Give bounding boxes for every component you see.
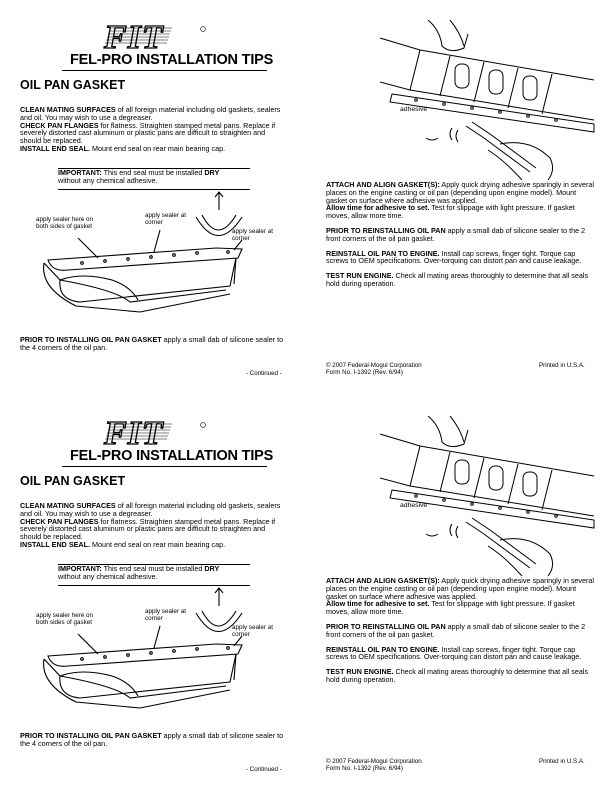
prep-instructions: [20, 106, 288, 153]
adhesive-illustration: [380, 416, 595, 576]
allow-text: Test for slippage with light pressure. If gasket moves, allow more time.: [326, 203, 575, 221]
test-lead: TEST RUN ENGINE.: [326, 271, 394, 281]
copyright-text: © 2007 Federal-Mogul Corporation: [326, 362, 422, 369]
important-tail: without any chemical adhesive.: [58, 175, 158, 185]
prior-lead: PRIOR TO INSTALLING OIL PAN GASKET: [20, 335, 162, 344]
printed-in: Printed in U.S.A.: [539, 362, 585, 369]
important-dry: DRY: [204, 564, 220, 573]
clean-text: of all foreign material including old gaskets, sealers and oil. You may wish to use a degreaser.: [20, 501, 281, 518]
oil-pan-illustration: [20, 190, 270, 325]
check-lead: CHECK PAN FLANGES: [20, 516, 99, 526]
allow-lead: Allow time for adhesive to set.: [326, 599, 430, 609]
important-lead: IMPORTANT:: [58, 168, 102, 177]
allow-text: Test for slippage with light pressure. If gasket moves, allow more time.: [326, 599, 575, 617]
copyright-text: © 2007 Federal-Mogul Corporation: [326, 758, 422, 765]
title-rule: [62, 70, 267, 71]
clean-lead: CLEAN MATING SURFACES: [20, 105, 116, 114]
adhesive-illustration: [380, 20, 595, 180]
attach-lead: ATTACH AND ALIGN GASKET(S):: [326, 576, 440, 585]
prior-installing: [20, 732, 288, 748]
prior-lead: PRIOR TO INSTALLING OIL PAN GASKET: [20, 731, 162, 740]
important-tail: without any chemical adhesive.: [58, 571, 158, 581]
logo-text: FIT: [104, 20, 164, 56]
title-rule: [62, 466, 267, 467]
important-dry: DRY: [204, 168, 220, 177]
attach-text: Apply quick drying adhesive sparingly in several places on the engine casting or oil pan (depending upon engine model). Mount gasket on surface where adhesive was applied.: [326, 576, 595, 601]
label-corner-right: apply sealer at corner: [232, 624, 273, 638]
important-lead: IMPORTANT:: [58, 564, 102, 573]
footer-copyright: [326, 758, 422, 772]
label-corner-left: apply sealer at corner: [145, 212, 186, 226]
prep-instructions: [20, 502, 288, 549]
install-lead: INSTALL END SEAL.: [20, 539, 91, 549]
reinstall-lead: REINSTALL OIL PAN TO ENGINE.: [326, 248, 440, 258]
form-number: Form No. I-1392 (Rev. 6/94): [326, 369, 403, 376]
adhesive-label: adhesive: [400, 502, 428, 509]
install-steps: [326, 181, 594, 295]
install-text: Mount end seal on rear main bearing cap.: [90, 539, 226, 549]
prior-text: apply a small dab of silicone sealer to the 4 corners of the oil pan.: [20, 731, 284, 748]
prior-installing: [20, 336, 288, 352]
label-corner-right: apply sealer at corner: [232, 228, 273, 242]
check-text: for flatness. Straighten stamped metal pans. Replace if severely distorted cast aluminum or plastic pans are difficult to straighten and should be replaced.: [20, 120, 276, 146]
label-corner-left: apply sealer at corner: [145, 608, 186, 622]
attach-text: Apply quick drying adhesive sparingly in several places on the engine casting or oil pan (depending upon engine model). Mount gasket on surface where adhesive was applied.: [326, 180, 595, 205]
reinstall-prior-text: apply a small dab of silicone sealer to the 2 front corners of the oil pan gasket.: [326, 621, 586, 639]
check-text: for flatness. Straighten stamped metal pans. Replace if severely distorted cast aluminum or plastic pans are difficult to straighten and should be replaced.: [20, 516, 276, 542]
install-steps: [326, 577, 594, 691]
adhesive-label: adhesive: [400, 106, 428, 113]
clean-lead: CLEAN MATING SURFACES: [20, 501, 116, 510]
check-lead: CHECK PAN FLANGES: [20, 120, 99, 130]
brand-title: FEL-PRO INSTALLATION TIPS: [70, 52, 274, 68]
instruction-sheet-bottom: [0, 396, 612, 792]
continued-label: - Continued -: [246, 370, 282, 377]
test-text: Check all mating areas thoroughly to determine that all seals hold during operation.: [326, 667, 589, 684]
oil-pan-illustration: [20, 586, 270, 721]
footer-copyright: [326, 362, 422, 376]
prior-text: apply a small dab of silicone sealer to the 4 corners of the oil pan.: [20, 335, 284, 352]
attach-lead: ATTACH AND ALIGN GASKET(S):: [326, 180, 440, 189]
logo-text: FIT: [104, 416, 164, 452]
important-text: This end seal must be installed: [101, 168, 205, 177]
brand-title: FEL-PRO INSTALLATION TIPS: [70, 448, 274, 464]
reinstall-prior-text: apply a small dab of silicone sealer to the 2 front corners of the oil pan gasket.: [326, 225, 586, 243]
product-title: OIL PAN GASKET: [20, 78, 126, 92]
form-number: Form No. I-1392 (Rev. 6/94): [326, 765, 403, 772]
important-note: [58, 564, 250, 586]
product-title: OIL PAN GASKET: [20, 474, 126, 488]
test-lead: TEST RUN ENGINE.: [326, 667, 394, 677]
printed-in: Printed in U.S.A.: [539, 758, 585, 765]
important-note: [58, 168, 250, 190]
important-text: This end seal must be installed: [101, 564, 205, 573]
label-sides: apply sealer here on both sides of gasket: [36, 612, 94, 626]
install-lead: INSTALL END SEAL.: [20, 143, 91, 153]
reinstall-lead: REINSTALL OIL PAN TO ENGINE.: [326, 644, 440, 654]
install-text: Mount end seal on rear main bearing cap.: [90, 143, 226, 153]
reinstall-text: Install cap screws, finger tight. Torque cap screws to OEM specifications. Over-torquing can distort pan and cause leakage.: [326, 248, 582, 266]
label-sides: apply sealer here on both sides of gasket: [36, 216, 94, 230]
reinstall-prior-lead: PRIOR TO REINSTALLING OIL PAN: [326, 225, 446, 235]
reinstall-text: Install cap screws, finger tight. Torque cap screws to OEM specifications. Over-torquing can distort pan and cause leakage.: [326, 644, 582, 662]
test-text: Check all mating areas thoroughly to determine that all seals hold during operation.: [326, 271, 589, 288]
clean-text: of all foreign material including old gaskets, sealers and oil. You may wish to use a degreaser.: [20, 105, 281, 122]
continued-label: - Continued -: [246, 766, 282, 773]
allow-lead: Allow time for adhesive to set.: [326, 203, 430, 213]
reinstall-prior-lead: PRIOR TO REINSTALLING OIL PAN: [326, 621, 446, 631]
